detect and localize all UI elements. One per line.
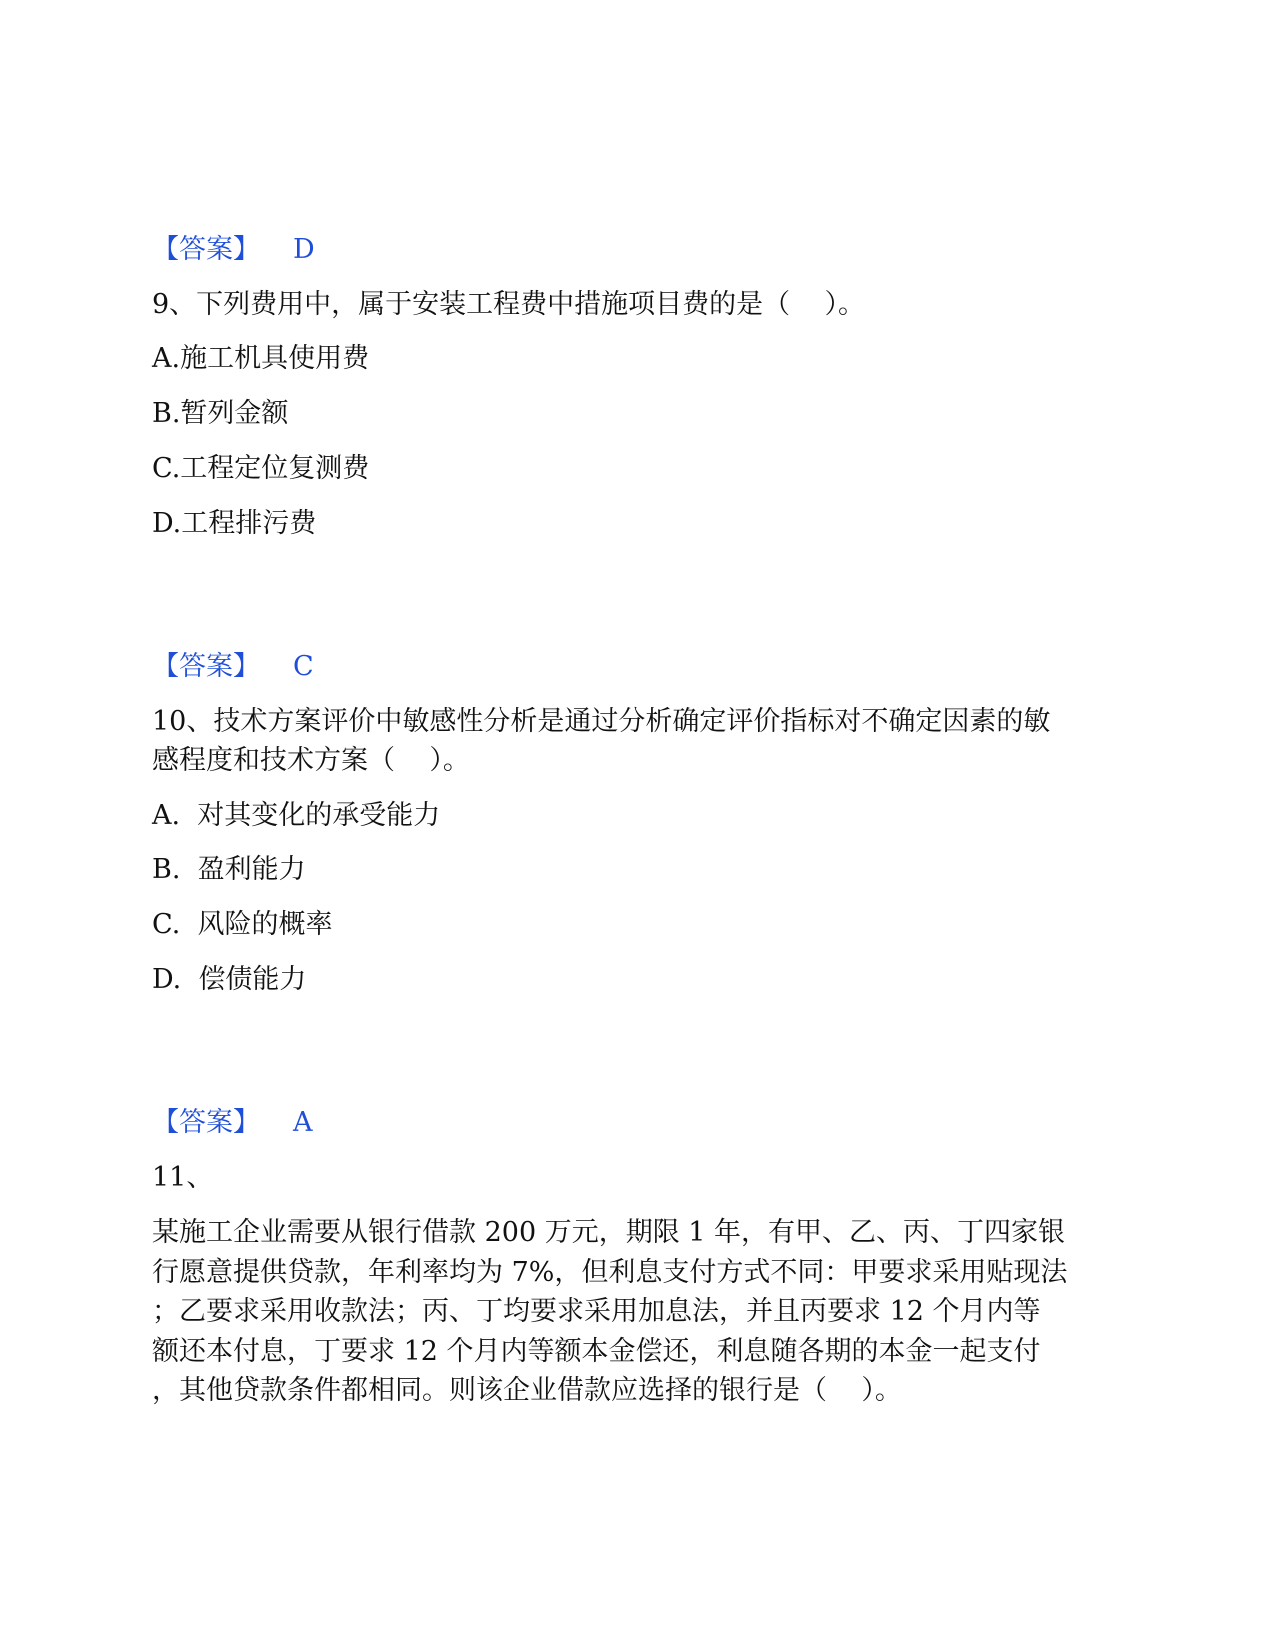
answer-label-q8: 【答案】 <box>152 234 260 265</box>
question-10-stem-line-1: 10、技术方案评价中敏感性分析是通过分析确定评价指标对不确定因素的敏 <box>152 706 1051 737</box>
question-10-stem-line-2: 感程度和技术方案（ ）。 <box>152 745 470 776</box>
question-9-option-d: D.工程排污费 <box>152 508 317 539</box>
question-10-option-c: C. 风险的概率 <box>152 909 333 940</box>
question-10-option-d: D. 偿债能力 <box>152 964 307 995</box>
question-10-option-b: B. 盈利能力 <box>152 854 306 885</box>
answer-value-q10: A <box>293 1107 313 1138</box>
question-9-option-b: B.暂列金额 <box>152 398 289 429</box>
question-9-option-a: A.施工机具使用费 <box>152 343 370 374</box>
question-11-number: 11、 <box>152 1162 214 1193</box>
question-11-stem-line-1: 某施工企业需要从银行借款 200 万元，期限 1 年，有甲、乙、丙、丁四家银 <box>152 1217 1066 1248</box>
question-11-stem-line-4: 额还本付息，丁要求 12 个月内等额本金偿还，利息随各期的本金一起支付 <box>152 1336 1041 1367</box>
answer-value-q9: C <box>293 651 314 682</box>
answer-label-q10: 【答案】 <box>152 1107 260 1138</box>
question-11-stem-line-3: ；乙要求采用收款法；丙、丁均要求采用加息法，并且丙要求 12 个月内等 <box>152 1296 1041 1327</box>
question-9-stem: 9、下列费用中，属于安装工程费中措施项目费的是（ ）。 <box>152 289 866 320</box>
answer-value-q8: D <box>293 234 315 265</box>
question-11-stem-line-5: ，其他贷款条件都相同。则该企业借款应选择的银行是（ ）。 <box>152 1375 902 1406</box>
question-10-option-a: A. 对其变化的承受能力 <box>152 800 441 831</box>
answer-label-q9: 【答案】 <box>152 651 260 682</box>
question-9-option-c: C.工程定位复测费 <box>152 453 370 484</box>
question-11-stem-line-2: 行愿意提供贷款，年利率均为 7%，但利息支付方式不同：甲要求采用贴现法 <box>152 1257 1068 1288</box>
